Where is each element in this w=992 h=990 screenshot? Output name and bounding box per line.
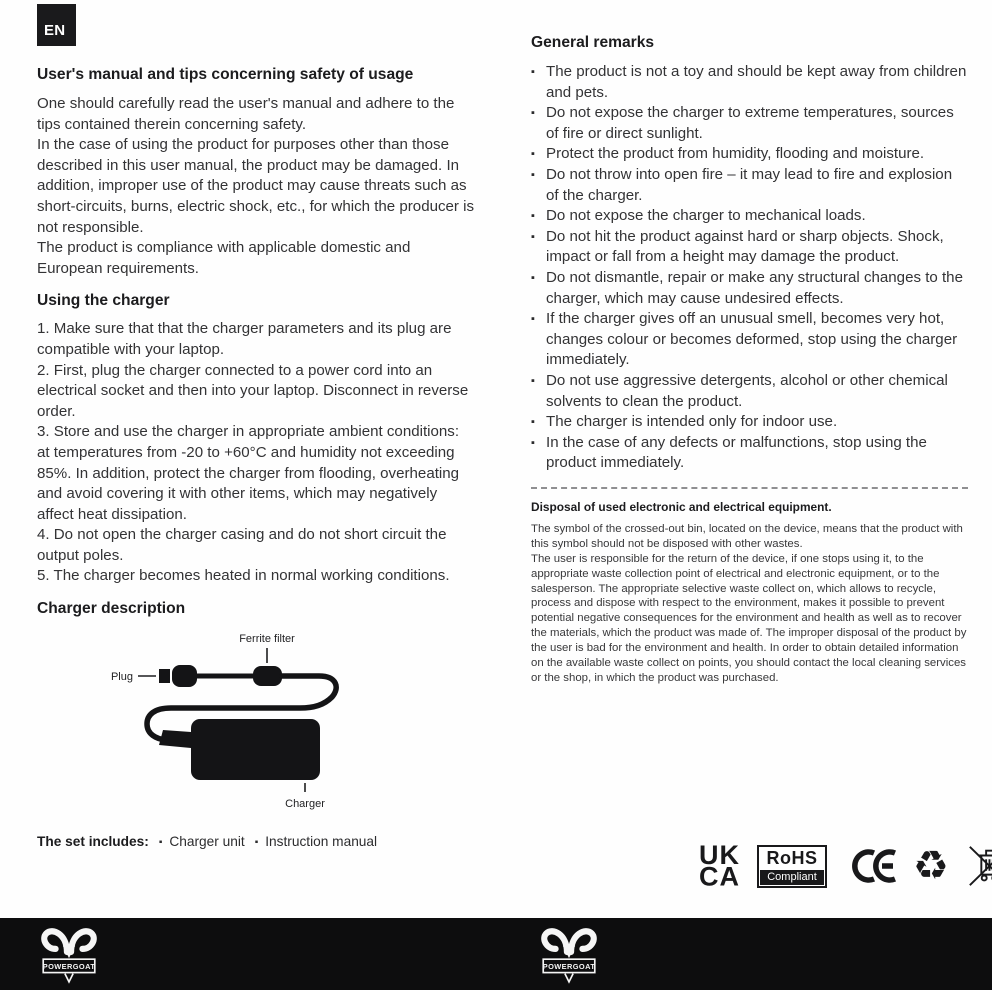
- plug-body-shape: [172, 665, 197, 687]
- bullet-icon: ▪: [531, 313, 535, 326]
- bullet-icon: ▪: [531, 436, 535, 449]
- recycle-icon: ♻: [913, 843, 949, 889]
- set-includes-items: [149, 834, 377, 849]
- disposal-line: The user is responsible for the return of the device, if one stops using it, to the appropriate waste collection point of electrical and electronic equipment, or to the salesperson. The appropriate selective waste collect on, which allows to recycle, process and dispose with respect to the environment, makes it possible to prevent potential negative consequences for the environment and health as well as to recover the materials, which the product was made of. The improper disposal of the product by the user is bad for the environment and health. In order to obtain detailed information on the available waste collect on points, you should contact the local cleaning services or the shop, in which the product was purchased.: [531, 552, 967, 684]
- plug-tip-shape: [159, 669, 170, 683]
- bullet-item: [531, 371, 968, 412]
- ukca-line2: CA: [699, 862, 740, 892]
- certification-marks: [699, 840, 992, 892]
- bullet-item: [531, 144, 968, 165]
- ferrite-shape: [253, 666, 282, 686]
- bullet-text: Do not expose the charger to extreme temperatures, sources of fire or direct sunlight.: [546, 104, 954, 142]
- bullet-icon: ▪: [531, 210, 535, 223]
- set-item: ▪ Instruction manual: [254, 834, 378, 850]
- disposal-line: The symbol of the crossed-out bin, located on the device, means that the product with this symbol should not be disposed with other wastes.: [531, 522, 963, 550]
- plug-label: Plug: [110, 671, 133, 684]
- goat-beard-shape: [65, 974, 73, 982]
- disposal-paragraph: [531, 522, 968, 686]
- bullet-text: Protect the product from humidity, flooding and moisture.: [546, 145, 925, 163]
- powergoat-logo: [536, 920, 602, 986]
- numbered-item: 2. First, plug the charger connected to a power cord into an electrical socket and then into your laptop. Disconnect in reverse order.: [37, 361, 469, 420]
- bullet-icon: ▪: [531, 230, 535, 243]
- language-badge-label: EN: [44, 22, 66, 39]
- right-column: [531, 34, 968, 686]
- charger-diagram: [95, 626, 407, 816]
- bullet-icon: ▪: [531, 271, 535, 284]
- bullet-item: [531, 103, 968, 144]
- intro-line: In the case of using the product for purposes other than those described in this user manual, the product may be damaged. In addition, improper use of the product may cause threats such as short-circuits, burns, electric shock, etc., for which the producer is not responsible.: [37, 136, 475, 236]
- charger-description-heading: Charger description: [37, 600, 186, 618]
- set-includes-label: The set includes:: [37, 834, 149, 850]
- bullet-icon: ▪: [531, 168, 535, 181]
- bullet-text: Do not expose the charger to mechanical loads.: [546, 207, 866, 225]
- footer-band: [0, 918, 992, 990]
- bullet-item: [531, 206, 968, 227]
- general-remarks-heading: General remarks: [531, 34, 655, 51]
- set-item: ▪ Charger unit: [158, 834, 245, 850]
- powergoat-logo-text: POWERGOAT: [542, 961, 596, 971]
- charger-label: Charger: [285, 798, 325, 811]
- ce-mark-icon: [844, 847, 896, 885]
- bullet-text: Do not throw into open fire – it may lead to fire and explosion of the charger.: [546, 165, 953, 204]
- bullet-text: Do not hit the product against hard or sharp objects. Shock, impact or fall from a height may damage the product.: [546, 227, 944, 266]
- powergoat-logo-text: POWERGOAT: [42, 961, 96, 971]
- crossed-out-bin-icon: [966, 843, 992, 889]
- ukca-line1: UK: [699, 840, 740, 870]
- charger-drawing: [147, 665, 336, 780]
- bullet-text: Do not dismantle, repair or make any structural changes to the charger, which may cause undesired effects.: [546, 268, 963, 307]
- language-badge: [37, 4, 76, 46]
- bullet-item: [531, 268, 968, 309]
- charger-brick-shape: [191, 719, 320, 780]
- bullet-item: [531, 165, 968, 206]
- bullet-text: Do not use aggressive detergents, alcohol or other chemical solvents to clean the product.: [546, 371, 948, 410]
- bullet-item: [531, 433, 968, 474]
- powergoat-logo: [36, 920, 102, 986]
- intro-line: One should carefully read the user's manual and adhere to the tips contained therein concerning safety.: [37, 95, 455, 133]
- set-includes-row: [37, 834, 475, 849]
- numbered-item: 5. The charger becomes heated in normal working conditions.: [37, 567, 450, 585]
- bullet-icon: ▪: [531, 107, 535, 120]
- rohs-mark: [757, 845, 827, 888]
- bullet-icon: ▪: [531, 416, 535, 429]
- manual-title: User's manual and tips concerning safety of usage: [37, 66, 414, 83]
- bullet-icon: ▪: [254, 837, 259, 849]
- dashed-separator: [531, 487, 968, 489]
- ferrite-filter-label: Ferrite filter: [239, 633, 295, 646]
- intro-paragraph: [37, 94, 475, 279]
- bullet-item: [531, 309, 968, 371]
- intro-line: The product is compliance with applicable domestic and European requirements.: [37, 239, 411, 277]
- bullet-item: [531, 412, 968, 433]
- bullet-icon: ▪: [531, 66, 535, 78]
- goat-beard-shape: [565, 974, 573, 982]
- using-charger-list: [37, 319, 475, 587]
- ukca-mark: [699, 840, 740, 892]
- dc-connector-shape: [159, 730, 191, 748]
- bullet-text: In the case of any defects or malfunctions, stop using the product immediately.: [546, 433, 927, 472]
- left-column: [37, 60, 475, 849]
- bullet-icon: ▪: [531, 148, 535, 161]
- numbered-item: 1. Make sure that that the charger parameters and its plug are compatible with your laptop.: [37, 320, 452, 358]
- bullet-icon: ▪: [531, 374, 535, 387]
- bullet-text: If the charger gives off an unusual smell, becomes very hot, changes colour or becomes deformed, stop using the charger immediately.: [546, 310, 958, 369]
- rohs-title: RoHS: [766, 847, 818, 868]
- bullet-text: The product is not a toy and should be kept away from children and pets.: [546, 63, 967, 101]
- bullet-item: [531, 227, 968, 268]
- general-remarks-list: [531, 62, 968, 474]
- numbered-item: 3. Store and use the charger in appropriate ambient conditions: at temperatures from -20 to +60°C and humidity not exceeding 85%. In addition, protect the charger from flooding, overheating and avoid covering it with other items, which may negatively affect heat dissipation.: [37, 423, 460, 523]
- bullet-icon: ▪: [158, 837, 163, 849]
- rohs-subtitle: Compliant: [760, 870, 824, 885]
- disposal-heading: Disposal of used electronic and electrical equipment.: [531, 499, 832, 514]
- bullet-text: The charger is intended only for indoor use.: [546, 413, 838, 431]
- bullet-item: [531, 62, 968, 103]
- using-charger-heading: Using the charger: [37, 292, 170, 310]
- numbered-item: 4. Do not open the charger casing and do not short circuit the output poles.: [37, 526, 447, 564]
